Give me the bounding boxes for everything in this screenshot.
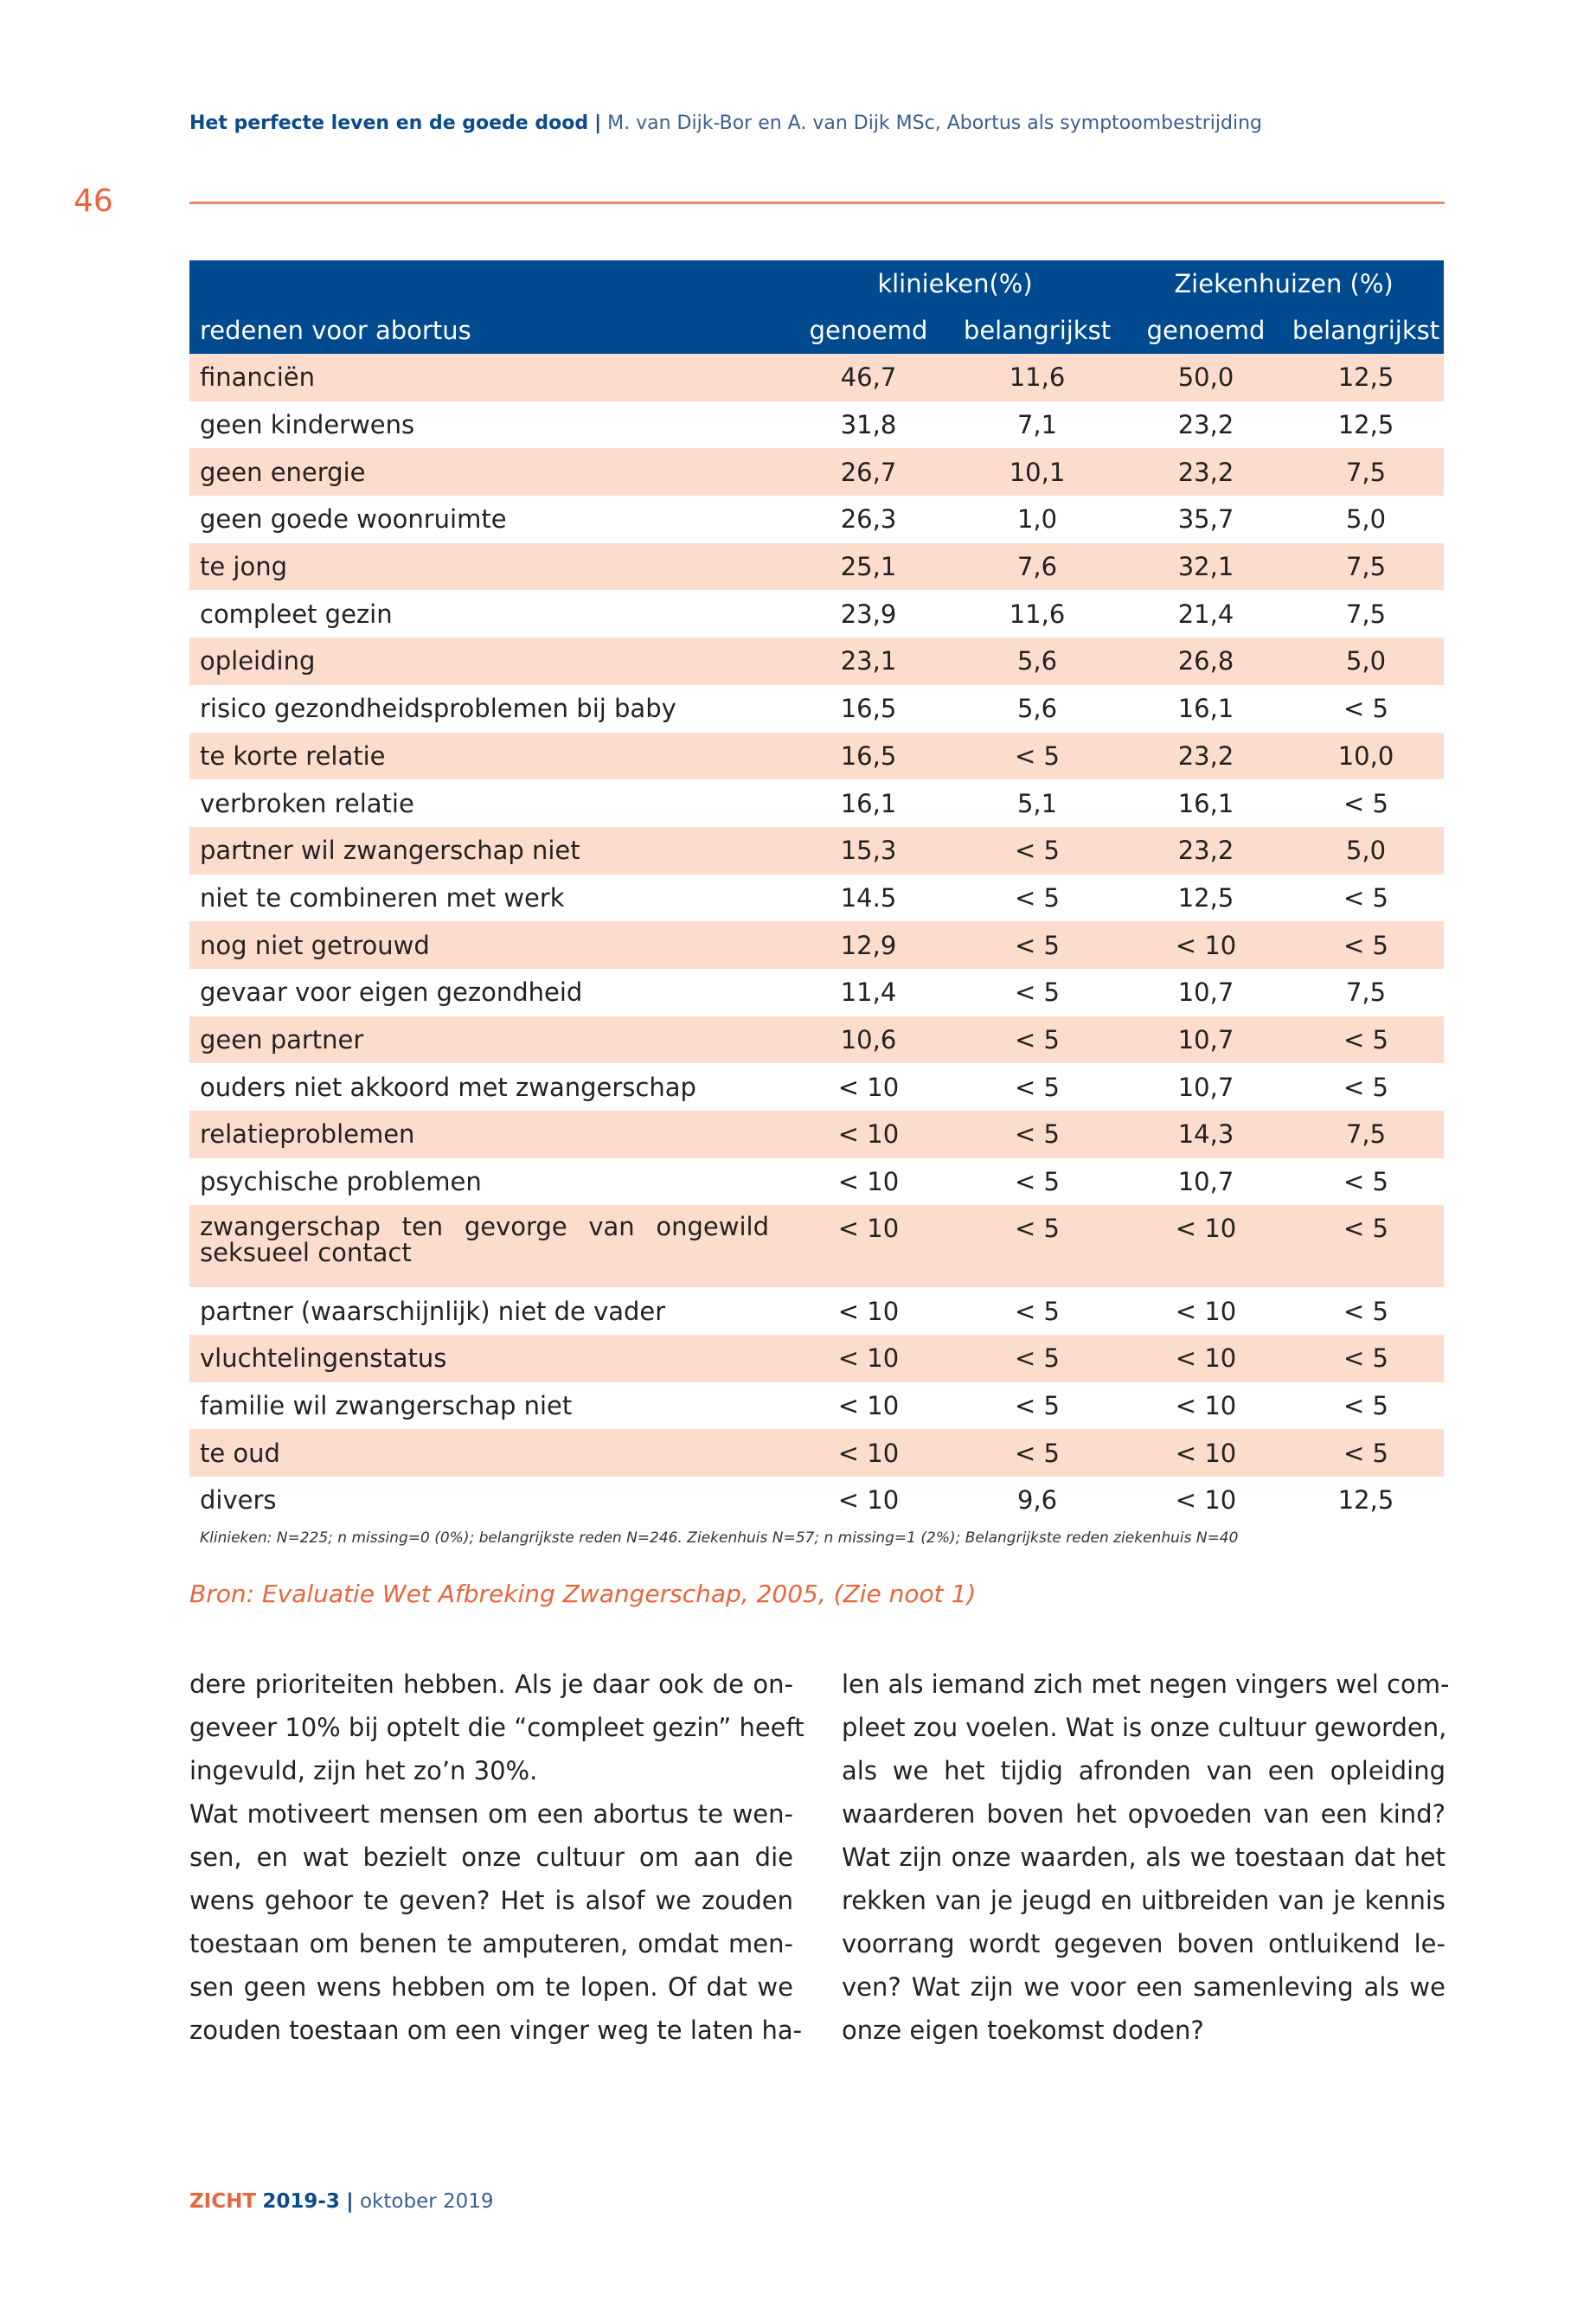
value-cell: 7,5: [1345, 599, 1387, 629]
value-cell: < 5: [951, 827, 1124, 875]
value-cell: < 5: [951, 1016, 1124, 1064]
value-cell: 10,1: [951, 448, 1124, 496]
text-line: sen, en wat bezielt onze cultuur om aan die: [189, 1843, 793, 1872]
text-line: zouden toestaan om een vinger weg te laten ha-: [189, 2016, 803, 2045]
reason-cell: te oud: [189, 1429, 786, 1477]
value-cell: 23,2: [1124, 733, 1288, 780]
table-row: [189, 1335, 1444, 1382]
value-cell: 5,1: [1016, 788, 1058, 818]
column-header-genoemd: genoemd: [786, 307, 951, 354]
value-cell: 21,4: [1177, 599, 1234, 629]
value-cell: < 5: [1015, 977, 1060, 1008]
source-citation: Bron: Evaluatie Wet Afbreking Zwangerschap, 2005, (Zie noot 1): [189, 1580, 977, 1608]
reason-cell: vluchtelingenstatus: [189, 1335, 786, 1382]
footer-separator: |: [346, 2190, 354, 2213]
value-cell: < 5: [1343, 1391, 1388, 1421]
value-cell: < 5: [1288, 1205, 1444, 1287]
value-cell: < 5: [1015, 882, 1060, 913]
table-row: [189, 1111, 1444, 1158]
table-row: [189, 827, 1444, 875]
value-cell: < 5: [1288, 1429, 1444, 1477]
reason-cell: geen kinderwens: [200, 410, 415, 440]
issue-date: oktober 2019: [359, 2190, 494, 2213]
text-line: sen geen wens hebben om te lopen. Of dat we: [189, 1972, 793, 2002]
table-row: [189, 590, 1444, 638]
running-header: [189, 112, 1262, 134]
value-cell: < 5: [1343, 788, 1388, 818]
value-cell: < 5: [1288, 921, 1444, 969]
value-cell: 14.5: [840, 882, 897, 913]
value-cell: 14,3: [1124, 1111, 1288, 1158]
value-cell: 5,0: [1288, 638, 1444, 685]
text-line: toestaan om benen te amputeren, omdat men-: [189, 1929, 793, 1958]
value-cell: < 10: [1124, 1429, 1288, 1477]
value-cell: 7,1: [1016, 410, 1058, 440]
reason-cell: partner (waarschijnlijk) niet de vader: [200, 1296, 666, 1326]
reason-cell: geen energie: [189, 448, 786, 496]
value-cell: < 5: [1343, 694, 1388, 724]
table-row: [189, 969, 1444, 1016]
value-cell: < 5: [951, 733, 1124, 780]
value-cell: 16,1: [1177, 694, 1234, 724]
value-cell: < 5: [951, 1111, 1124, 1158]
column-header-belangrijkst: belangrijkst: [1288, 307, 1444, 354]
table-row: [189, 685, 1444, 733]
value-cell: < 5: [951, 1205, 1124, 1287]
value-cell: 9,6: [1016, 1485, 1058, 1516]
value-cell: 10,7: [1177, 1072, 1234, 1102]
value-cell: 16,5: [840, 694, 897, 724]
value-cell: < 10: [1124, 1205, 1288, 1287]
reasons-table: [189, 260, 1444, 1524]
value-cell: < 10: [1175, 1296, 1237, 1326]
value-cell: 26,8: [1124, 638, 1288, 685]
reason-cell: opleiding: [189, 638, 786, 685]
article-byline: M. van Dijk-Bor en A. van Dijk MSc, Abortus als symptoombestrijding: [607, 112, 1262, 134]
value-cell: 7,5: [1288, 1111, 1444, 1158]
reason-cell: relatieproblemen: [189, 1111, 786, 1158]
value-cell: 7,6: [951, 543, 1124, 591]
value-cell: < 10: [786, 1429, 951, 1477]
table-row: [189, 496, 1444, 543]
value-cell: 35,7: [1177, 504, 1234, 535]
value-cell: 10,7: [1177, 1167, 1234, 1197]
value-cell: < 5: [1015, 1296, 1060, 1326]
reason-cell: familie wil zwangerschap niet: [200, 1391, 573, 1421]
value-cell: < 5: [951, 1429, 1124, 1477]
value-cell: < 10: [837, 1296, 900, 1326]
value-cell: 32,1: [1124, 543, 1288, 591]
value-cell: 10,7: [1124, 1016, 1288, 1064]
value-cell: 26,3: [840, 504, 897, 535]
text-line: wens gehoor te geven? Het is alsof we zouden: [189, 1886, 793, 1915]
text-line: dere prioriteiten hebben. Als je daar ook de on-: [189, 1670, 793, 1699]
page-number: 46: [74, 183, 113, 219]
table-row: [189, 779, 1444, 827]
text-line: rekken van je jeugd en uitbreiden van je kennis: [842, 1886, 1445, 1915]
group-header-klinieken: klinieken(%): [786, 260, 1124, 307]
table-row: [189, 401, 1444, 449]
reason-cell: ouders niet akkoord met zwangerschap: [200, 1072, 696, 1102]
empty-header-cell: [189, 260, 786, 307]
value-cell: < 5: [1343, 1167, 1388, 1197]
value-cell: 12,5: [1288, 354, 1444, 401]
value-cell: 11,6: [1009, 599, 1066, 629]
value-cell: 10,0: [1288, 733, 1444, 780]
body-column-left: [189, 1663, 804, 2052]
text-line: voorrang wordt gegeven boven ontluikend le-: [842, 1929, 1445, 1958]
text-line: als we het tijdig afronden van een opleiding: [842, 1756, 1445, 1785]
table-footnote: Klinieken: N=225; n missing=0 (0%); belangrijkste reden N=246. Ziekenhuis N=57; n missing=1 (2%); Belangrijkste reden ziekenhuis N=40: [200, 1529, 1239, 1547]
value-cell: < 5: [951, 1335, 1124, 1382]
text-line: ingevuld, zijn het zo’n 30%.: [189, 1756, 538, 1785]
reason-cell: te jong: [189, 543, 786, 591]
column-header-reason: redenen voor abortus: [189, 307, 786, 354]
value-cell: 1,0: [1016, 504, 1058, 535]
value-cell: 16,1: [840, 788, 897, 818]
text-line: waarderen boven het opvoeden van een kind?: [842, 1799, 1445, 1829]
reason-cell: zwangerschap ten gevorge van ongewild seksueel contact: [189, 1205, 786, 1287]
value-cell: 10,7: [1177, 977, 1234, 1008]
reason-cell: risico gezondheidsproblemen bij baby: [200, 694, 676, 724]
table-row: [189, 1158, 1444, 1206]
value-cell: 12,5: [1177, 882, 1234, 913]
table-row: [189, 1287, 1444, 1335]
value-cell: 23,1: [786, 638, 951, 685]
table-row: [189, 1205, 1444, 1287]
value-cell: < 5: [1343, 882, 1388, 913]
reason-cell: geen partner: [189, 1016, 786, 1064]
value-cell: 11,4: [840, 977, 897, 1008]
reason-cell: niet te combineren met werk: [200, 882, 565, 913]
value-cell: 12,9: [786, 921, 951, 969]
reason-cell: divers: [200, 1485, 277, 1516]
value-cell: < 5: [1288, 1335, 1444, 1382]
text-line: pleet zou voelen. Wat is onze cultuur geworden,: [842, 1713, 1447, 1742]
table-row: [189, 875, 1444, 922]
value-cell: 25,1: [786, 543, 951, 591]
reason-cell: partner wil zwangerschap niet: [189, 827, 786, 875]
table-row: [189, 1429, 1444, 1477]
value-cell: < 10: [1124, 921, 1288, 969]
reason-cell: nog niet getrouwd: [189, 921, 786, 969]
table-row: [189, 1477, 1444, 1524]
table-row: [189, 354, 1444, 401]
value-cell: 11,6: [951, 354, 1124, 401]
table-row: [189, 1063, 1444, 1111]
value-cell: 10,6: [786, 1016, 951, 1064]
issue-number: 2019-3: [262, 2190, 340, 2213]
column-header-genoemd: genoemd: [1124, 307, 1288, 354]
table-row: [189, 1382, 1444, 1430]
value-cell: 26,7: [786, 448, 951, 496]
value-cell: < 5: [1288, 1016, 1444, 1064]
value-cell: < 10: [1175, 1485, 1237, 1516]
value-cell: 23,9: [840, 599, 897, 629]
value-cell: < 10: [837, 1391, 900, 1421]
reason-cell: geen goede woonruimte: [200, 504, 507, 535]
value-cell: < 10: [837, 1485, 900, 1516]
magazine-name: ZICHT: [189, 2190, 257, 2213]
reason-cell: gevaar voor eigen gezondheid: [200, 977, 583, 1008]
value-cell: < 5: [1343, 1296, 1388, 1326]
text-line: Wat motiveert mensen om een abortus te wen-: [189, 1799, 793, 1829]
page-footer: [189, 2190, 494, 2213]
value-cell: < 10: [1124, 1335, 1288, 1382]
table-row: [189, 543, 1444, 591]
reason-cell: verbroken relatie: [200, 788, 414, 818]
header-divider: [189, 202, 1445, 204]
header-separator: |: [594, 112, 602, 134]
reason-cell: financiën: [189, 354, 786, 401]
table-row: [189, 448, 1444, 496]
body-column-right: [842, 1663, 1450, 2052]
value-cell: < 10: [837, 1072, 900, 1102]
value-cell: 23,2: [1124, 827, 1288, 875]
table-row: [189, 638, 1444, 685]
value-cell: 23,2: [1124, 448, 1288, 496]
value-cell: 16,5: [786, 733, 951, 780]
value-cell: < 10: [786, 1205, 951, 1287]
value-cell: 16,1: [1177, 788, 1234, 818]
publication-title: Het perfecte leven en de goede dood: [189, 112, 589, 134]
value-cell: < 5: [1015, 1391, 1060, 1421]
value-cell: < 5: [1015, 1167, 1060, 1197]
reason-cell: compleet gezin: [200, 599, 393, 629]
value-cell: 7,5: [1288, 543, 1444, 591]
value-cell: 5,6: [951, 638, 1124, 685]
text-line: len als iemand zich met negen vingers wel com-: [842, 1670, 1450, 1699]
value-cell: 46,7: [786, 354, 951, 401]
value-cell: < 5: [1343, 1072, 1388, 1102]
value-cell: 31,8: [840, 410, 897, 440]
value-cell: 12,5: [1337, 410, 1394, 440]
value-cell: 15,3: [786, 827, 951, 875]
value-cell: 5,0: [1345, 504, 1387, 535]
value-cell: 5,0: [1288, 827, 1444, 875]
value-cell: 7,5: [1288, 448, 1444, 496]
reason-cell: te korte relatie: [189, 733, 786, 780]
reason-cell: psychische problemen: [200, 1167, 482, 1197]
table-row: [189, 921, 1444, 969]
value-cell: < 10: [786, 1335, 951, 1382]
value-cell: < 10: [786, 1111, 951, 1158]
text-line: onze eigen toekomst doden?: [842, 2016, 1204, 2045]
value-cell: 12,5: [1337, 1485, 1394, 1516]
column-header-belangrijkst: belangrijkst: [951, 307, 1124, 354]
value-cell: < 5: [1015, 1072, 1060, 1102]
text-line: Wat zijn onze waarden, als we toestaan dat het: [842, 1843, 1445, 1872]
value-cell: 7,5: [1345, 977, 1387, 1008]
value-cell: < 10: [1175, 1391, 1237, 1421]
value-cell: 5,6: [1016, 694, 1058, 724]
text-line: geveer 10% bij optelt die “compleet gezin” heeft: [189, 1713, 804, 1742]
text-line: ven? Wat zijn we voor een samenleving als we: [842, 1972, 1445, 2002]
value-cell: < 5: [951, 921, 1124, 969]
value-cell: < 10: [837, 1167, 900, 1197]
group-header-ziekenhuizen: Ziekenhuizen (%): [1124, 260, 1444, 307]
table-row: [189, 1016, 1444, 1064]
table-body: [189, 354, 1444, 1524]
table-row: [189, 733, 1444, 780]
value-cell: 23,2: [1177, 410, 1234, 440]
value-cell: 50,0: [1124, 354, 1288, 401]
